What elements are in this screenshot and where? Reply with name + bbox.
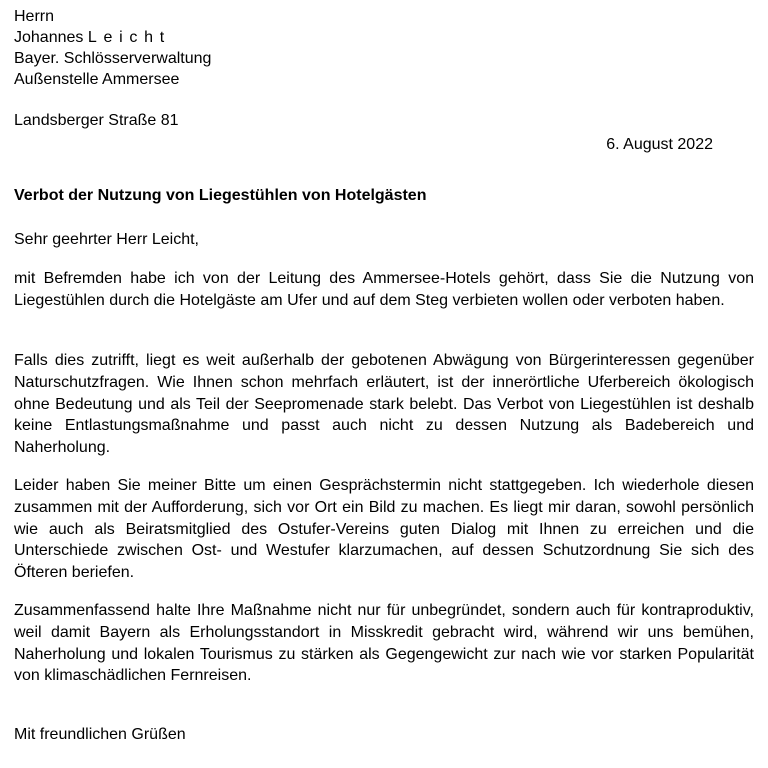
letter-greeting: Sehr geehrter Herr Leicht,: [14, 231, 199, 248]
recipient-name: [14, 27, 211, 48]
body-paragraph-1: mit Befremden habe ich von der Leitung des Ammersee-Hotels gehört, dass Sie die Nutzung von Liegestühlen durch die Hotelgäste am Ufer und auf dem Steg verbieten wollen oder verboten haben.: [14, 270, 754, 309]
recipient-first-name: Johannes: [14, 29, 84, 46]
letter-closing: Mit freundlichen Grüßen: [14, 726, 186, 743]
recipient-salutation-line: Herrn: [14, 8, 55, 25]
body-paragraph-4: Zusammenfassend halte Ihre Maßnahme nicht nur für unbegründet, sondern auch für kontraproduktiv, weil damit Bayern als Erholungsstandort in Misskredit gebracht wird, während wir uns bemühen, Naherholung und lokalen Tourismus zu stärken als Gegengewicht zur nach wie vor starken Popularität von klimaschädlichen Fernreisen.: [14, 602, 754, 685]
recipient-address: [14, 6, 211, 90]
recipient-department: Außenstelle Ammersee: [14, 71, 180, 88]
recipient-last-name: Leicht: [87, 29, 171, 46]
letter-date: 6. August 2022: [606, 136, 713, 153]
letter-subject: Verbot der Nutzung von Liegestühlen von Hotelgästen: [14, 187, 427, 204]
body-paragraph-3: Leider haben Sie meiner Bitte um einen Gesprächstermin nicht stattgegeben. Ich wiederhole diesen zusammen mit der Aufforderung, sich vor Ort ein Bild zu machen. Es liegt mir daran, sowohl persönlich wie auch als Beiratsmitglied des Ostufer-Vereins guten Dialog mit Ihnen zu erreichen und die Unterschiede zwischen Ost- und Westufer klarzumachen, auf dessen Schutzordnung Sie sich des Öfteren beriefen.: [14, 477, 754, 582]
body-paragraph-2: Falls dies zutrifft, liegt es weit außerhalb der gebotenen Abwägung von Bürgerinteressen gegenüber Naturschutzfragen. Wie Ihnen schon mehrfach erläutert, ist der innerörtliche Uferbereich ökologisch ohne Bedeutung und als Teil der Seepromenade stark belebt. Das Verbot von Liegestühlen ist deshalb keine Entlastungsmaßnahme und passt auch nicht zu dessen Nutzung als Badebereich und Naherholung.: [14, 352, 754, 457]
recipient-street: Landsberger Straße 81: [14, 112, 179, 129]
recipient-organization: Bayer. Schlösserverwaltung: [14, 50, 212, 67]
